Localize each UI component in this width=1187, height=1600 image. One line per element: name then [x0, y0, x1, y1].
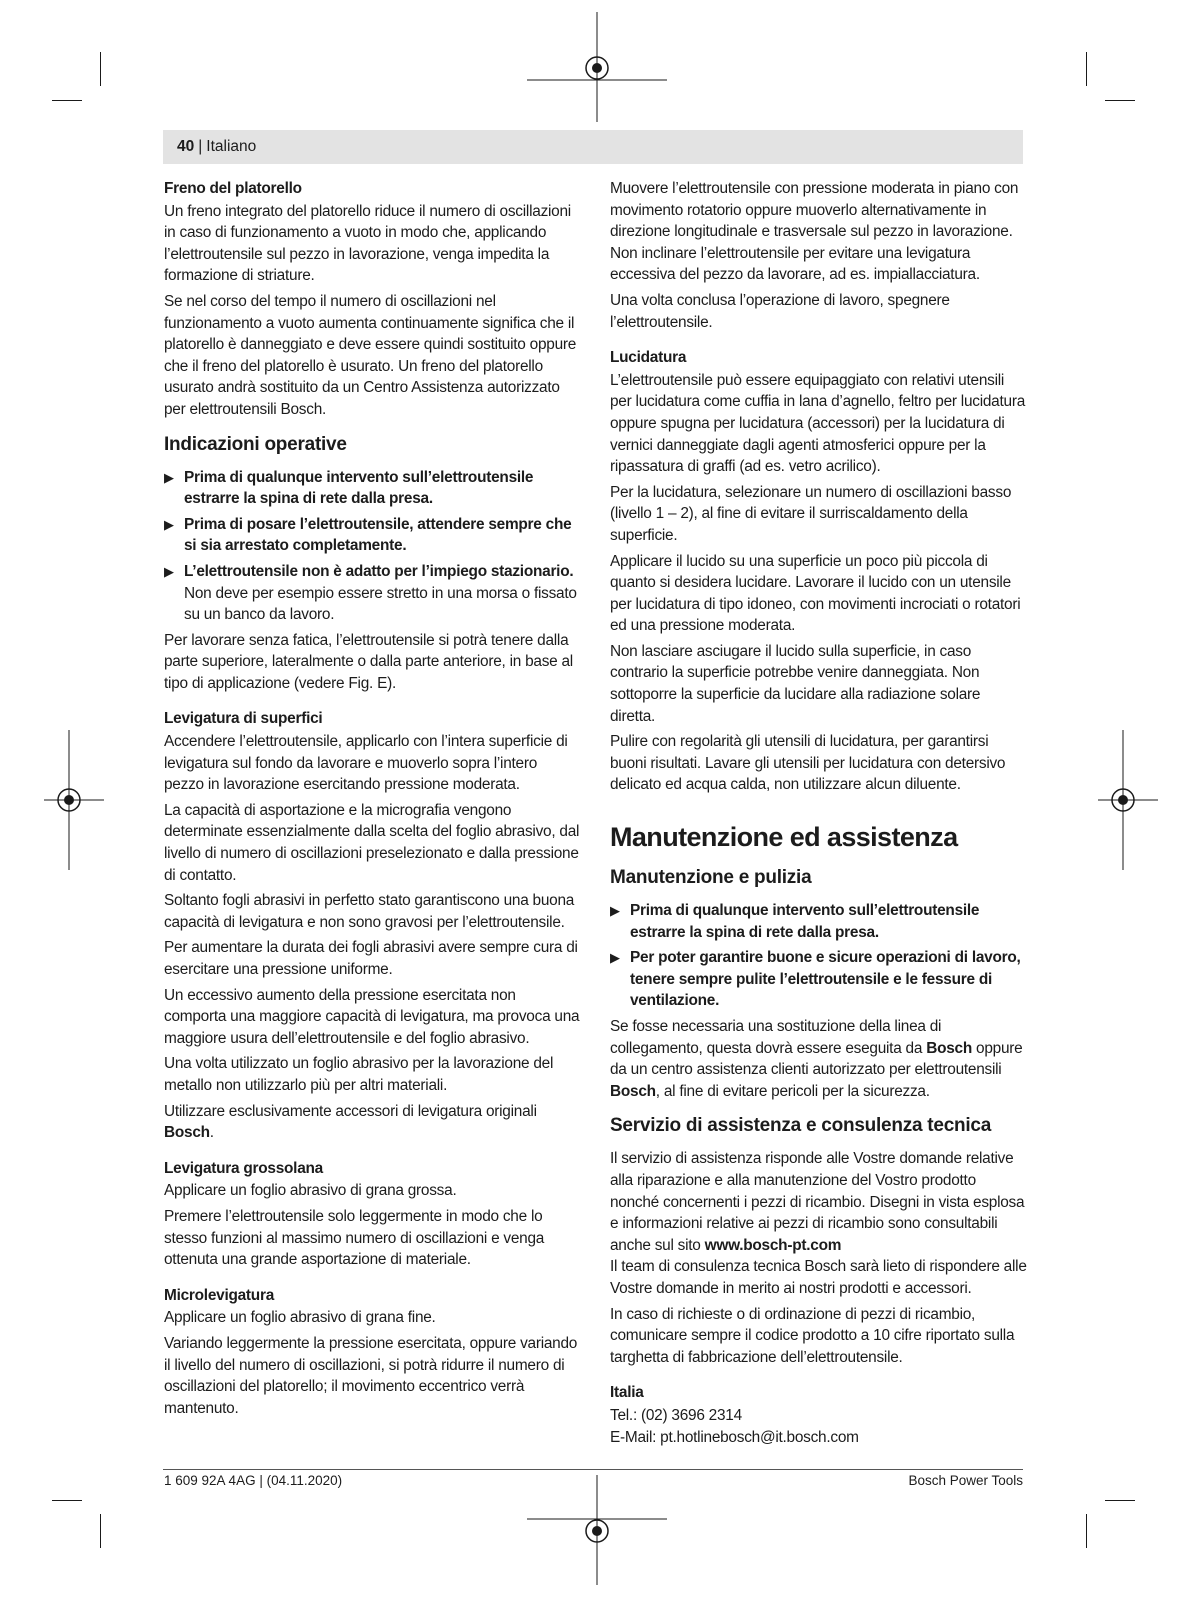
- bullet-text: Per poter garantire buone e sicure operazioni di lavoro, tenere sempre pulite l’elettroutensile e le fessure di ventilazione.: [630, 949, 1021, 1010]
- text: .: [209, 1124, 214, 1142]
- brand-bosch: Bosch: [610, 1082, 656, 1100]
- section-heading-micro: Microlevigatura: [164, 1286, 275, 1304]
- paragraph: Per lavorare senza fatica, l’elettroutensile si potrà tenere dalla parte superiore, lateralmente o dalla parte anteriore, in base al tipo di applicazione (vedere Fig. E).: [164, 631, 573, 692]
- paragraph: Per la lucidatura, selezionare un numero di oscillazioni basso (livello 1 – 2), al fine di evitare il surriscaldamento della superficie.: [610, 483, 1012, 544]
- paragraph: La capacità di asportazione e la micrografia vengono determinate essenzialmente dalla scelta del foglio abrasivo, dal livello di numero di oscillazioni preselezionato e dalla pressione di contatto.: [164, 801, 580, 884]
- bullet-arrow-icon: ▶: [164, 516, 174, 532]
- paragraph: Variando leggermente la pressione esercitata, oppure variando il livello del numero di oscillazioni, si potrà ridurre il numero di oscillazioni del platorello; il movimento eccentrico verrà mantenuto.: [164, 1334, 578, 1417]
- bullet-arrow-icon: ▶: [164, 469, 174, 485]
- paragraph: Se nel corso del tempo il numero di oscillazioni nel funzionamento a vuoto aumenta continuamente significa che il platorello è danneggiato e deve essere quindi sostituito oppure che il freno del platorello è usurato. Un freno del platorello usurato andrà sostituito da un Centro Assistenza autorizzato per elettroutensili Bosch.: [164, 292, 577, 418]
- website-link[interactable]: www.bosch-pt.com: [704, 1236, 842, 1254]
- brand-bosch: Bosch: [926, 1039, 972, 1057]
- paragraph: Pulire con regolarità gli utensili di lucidatura, per garantirsi buoni risultati. Lavare gli utensili per lucidatura con detersivo delicato ed acqua calda, non utilizzare alcun diluente.: [610, 733, 1006, 794]
- footer-rule: [163, 1469, 1023, 1470]
- section-heading-levigatura: Levigatura di superfici: [164, 710, 323, 728]
- paragraph: Applicare un foglio abrasivo di grana fine.: [164, 1309, 436, 1327]
- paragraph: Accendere l’elettroutensile, applicarlo con l’intera superficie di levigatura sul fondo da lavorare e muoverlo sopra l’intero pezzo in lavorazione esercitando pressione moderata.: [164, 733, 568, 794]
- bullet-item: [610, 947, 1028, 1012]
- paragraph: [610, 1016, 1028, 1102]
- paragraph: Per aumentare la durata dei fogli abrasivi avere sempre cura di esercitare una pressione uniforme.: [164, 939, 578, 978]
- bullet-item: [164, 467, 580, 510]
- bullet-bold-text: L’elettroutensile non è adatto per l’impiego stazionario.: [184, 562, 574, 580]
- section-heading-italia: Italia: [610, 1384, 644, 1402]
- right-column: [610, 178, 1028, 1448]
- text: Se fosse necessaria una sostituzione della linea di collegamento, questa dovrà essere eseguita da: [610, 1018, 942, 1057]
- registration-mark-top: [527, 12, 667, 122]
- footer-brand: Bosch Power Tools: [908, 1473, 1023, 1488]
- bullet-text: Prima di qualunque intervento sull’elettroutensile estrarre la spina di rete dalla presa.: [630, 902, 980, 941]
- header-separator: |: [198, 138, 203, 155]
- text: Il team di consulenza tecnica Bosch sarà lieto di rispondere alle Vostre domande in merito ai nostri prodotti e accessori.: [610, 1258, 1027, 1297]
- crop-mark: [52, 100, 82, 101]
- registration-mark-right: [1098, 730, 1158, 870]
- registration-mark-bottom: [527, 1475, 667, 1585]
- text: Utilizzare esclusivamente accessori di levigatura originali: [164, 1102, 537, 1120]
- section-heading-pulizia: Manutenzione e pulizia: [610, 867, 812, 889]
- crop-mark: [1105, 100, 1135, 101]
- section-heading-grossolana: Levigatura grossolana: [164, 1159, 323, 1177]
- paragraph: In caso di richieste o di ordinazione di pezzi di ricambio, comunicare sempre il codice prodotto a 10 cifre riportato sulla targhetta di fabbricazione dell’elettroutensile.: [610, 1305, 1015, 1366]
- bullet-arrow-icon: ▶: [610, 903, 620, 919]
- paragraph: [164, 1101, 580, 1144]
- footer-doc-code: 1 609 92A 4AG | (04.11.2020): [164, 1473, 343, 1488]
- paragraph: Non lasciare asciugare il lucido sulla superficie, in caso contrario la superficie potrebbe venire danneggiata. Non sottoporre la superficie da lucidare alla radiazione solare diretta.: [610, 642, 981, 725]
- header-language: Italiano: [206, 138, 257, 155]
- brand-bosch: Bosch: [164, 1124, 210, 1142]
- paragraph: Un freno integrato del platorello riduce il numero di oscillazioni in caso di funzionamento a vuoto in modo che, applicando l’elettroutensile sul pezzo in lavorazione, venga impedita la formazione di striature.: [164, 202, 571, 285]
- bullet-text: [184, 561, 580, 626]
- bullet-arrow-icon: ▶: [610, 950, 620, 966]
- text: , al fine di evitare pericoli per la sicurezza.: [655, 1082, 930, 1100]
- paragraph: Applicare il lucido su una superficie un poco più piccola di quanto si desidera lucidare. Lavorare il lucido con un utensile per lucidatura di tipo idoneo, con movimenti incrociati o rotatori ed una pressione moderata.: [610, 552, 1021, 635]
- paragraph: Una volta utilizzato un foglio abrasivo per la lavorazione del metallo non utilizzarlo più per altri materiali.: [164, 1055, 554, 1094]
- bullet-item: [610, 900, 1028, 943]
- bullet-arrow-icon: ▶: [164, 563, 174, 579]
- page-header: [163, 130, 1023, 164]
- bullet-item: [164, 514, 580, 557]
- paragraph: Soltanto fogli abrasivi in perfetto stato garantiscono una buona capacità di levigatura e non sono gravosi per l’elettroutensile.: [164, 892, 575, 931]
- registration-mark-left: [44, 730, 104, 870]
- left-column: [164, 178, 580, 1423]
- section-heading-freno: Freno del platorello: [164, 180, 302, 197]
- section-heading-servizio: Servizio di assistenza e consulenza tecnica: [610, 1115, 992, 1137]
- chapter-heading-manutenzione: Manutenzione ed assistenza: [610, 822, 958, 853]
- crop-mark: [1086, 52, 1087, 86]
- section-heading-indicazioni: Indicazioni operative: [164, 433, 347, 455]
- section-heading-lucidatura: Lucidatura: [610, 349, 687, 367]
- text: oppure da un centro assistenza clienti autorizzato per elettroutensili: [610, 1039, 1023, 1079]
- bullet-text: Prima di posare l’elettroutensile, attendere sempre che si sia arrestato completamente.: [184, 515, 572, 555]
- page-number: 40: [177, 138, 195, 155]
- crop-mark: [1105, 1500, 1135, 1501]
- bullet-item: [164, 561, 580, 626]
- bullet-rest-text: Non deve per esempio essere stretto in una morsa o fissato su un banco da lavoro.: [184, 584, 577, 624]
- crop-mark: [100, 52, 101, 86]
- crop-mark: [100, 1514, 101, 1548]
- paragraph: Una volta conclusa l’operazione di lavoro, spegnere l’elettroutensile.: [610, 291, 950, 331]
- paragraph: Un eccessivo aumento della pressione esercitata non comporta una maggiore capacità di levigatura, ma provoca una maggiore usura dell’elettroutensile e del foglio abrasivo.: [164, 986, 580, 1047]
- text: Il servizio di assistenza risponde alle Vostre domande relative alla riparazione e alla manutenzione del Vostro prodotto nonché concernenti i pezzi di ricambio. Disegni in vista esplosa e informazioni relative ai pezzi di ricambio sono consultabili anche sul sito: [610, 1150, 1025, 1254]
- paragraph: Premere l’elettroutensile solo leggermente in modo che lo stesso funzioni al massimo numero di oscillazioni e venga ottenuta una grande asportazione di materiale.: [164, 1207, 545, 1269]
- paragraph: L’elettroutensile può essere equipaggiato con relativi utensili per lucidatura come cuffia in lana d’agnello, feltro per lucidatura oppure spugna per lucidatura (accessori) per la lucidatura di vernici danneggiate dagli agenti atmosferici oppure per la ripassatura di graffi (ad es. vetro acrilico).: [610, 371, 1026, 476]
- contact-phone: Tel.: (02) 3696 2314: [610, 1406, 742, 1424]
- crop-mark: [1086, 1514, 1087, 1548]
- paragraph: Applicare un foglio abrasivo di grana grossa.: [164, 1182, 457, 1200]
- paragraph: Muovere l’elettroutensile con pressione moderata in piano con movimento rotatorio oppure muoverlo alternativamente in direzione longitudinale e trasversale sul pezzo in lavorazione. Non inclinare l’elettroutensile per evitare una levigatura eccessiva del pezzo da lavorare, ad es. impiallacciatura.: [610, 180, 1019, 284]
- contact-email[interactable]: E-Mail: pt.hotlinebosch@it.bosch.com: [610, 1428, 859, 1446]
- bullet-text: Prima di qualunque intervento sull’elettroutensile estrarre la spina di rete dalla presa.: [184, 468, 534, 508]
- crop-mark: [52, 1500, 82, 1501]
- paragraph: [610, 1148, 1028, 1299]
